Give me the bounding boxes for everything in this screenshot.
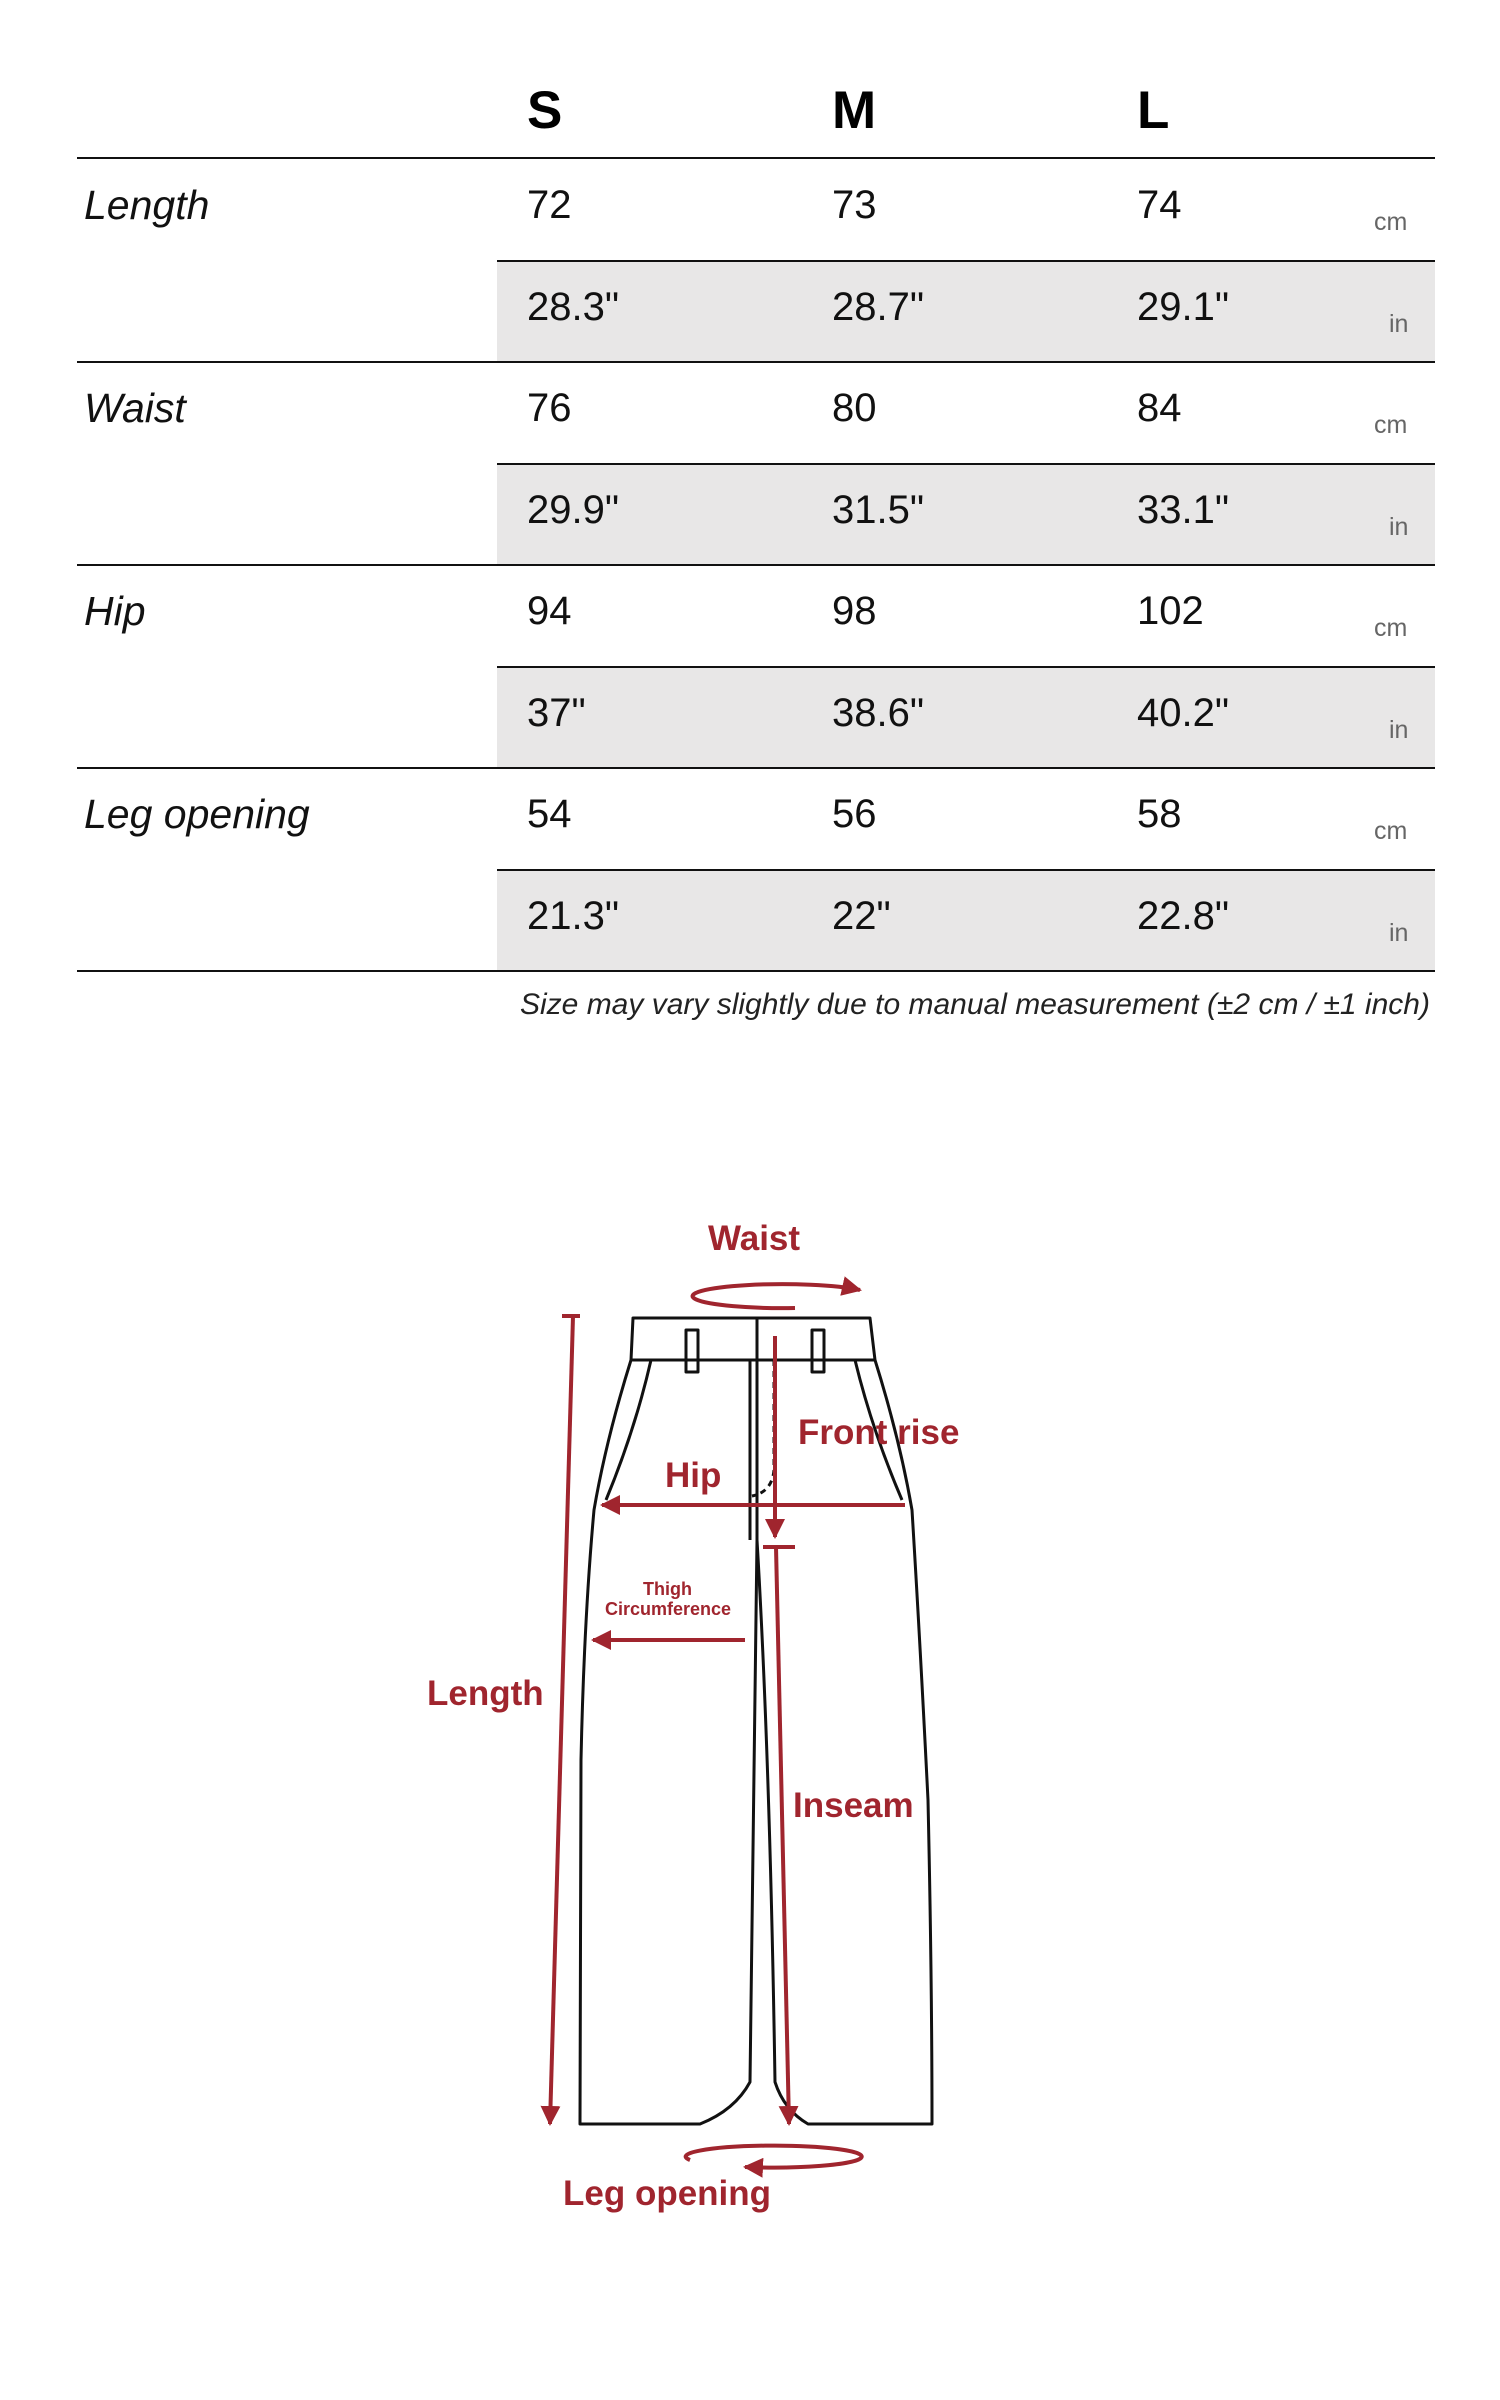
diagram-label-thigh-1: Thigh (643, 1579, 692, 1599)
value-in: 37" (527, 691, 586, 735)
value-cm: 98 (832, 589, 877, 633)
value-in: 29.9" (527, 488, 620, 532)
diagram-label-thigh-2: Circumference (605, 1599, 732, 1619)
size-header-m: M (832, 81, 877, 140)
row-label-waist: Waist (84, 385, 186, 431)
size-header-s: S (527, 81, 563, 140)
value-cm: 54 (527, 792, 572, 836)
row-label-hip: Hip (84, 588, 146, 634)
value-in: 33.1" (1137, 488, 1230, 532)
value-in: 31.5" (832, 488, 925, 532)
value-in: 38.6" (832, 691, 925, 735)
row-label-leg-opening: Leg opening (84, 791, 310, 837)
row-label-length: Length (84, 182, 210, 228)
value-cm: 102 (1137, 589, 1204, 633)
unit-in: in (1389, 310, 1409, 338)
diagram-label-length: Length (427, 1674, 544, 1713)
unit-in: in (1389, 919, 1409, 947)
value-cm: 72 (527, 183, 572, 227)
diagram-label-hip: Hip (665, 1456, 722, 1495)
value-in: 28.3" (527, 285, 620, 329)
unit-cm: cm (1374, 614, 1408, 642)
unit-cm: cm (1374, 817, 1408, 845)
value-cm: 56 (832, 792, 877, 836)
value-in: 28.7" (832, 285, 925, 329)
diagram-label-inseam: Inseam (793, 1786, 914, 1825)
value-in: 22" (832, 894, 891, 938)
measurement-note: Size may vary slightly due to manual measurement (±2 cm / ±1 inch) (520, 988, 1430, 1021)
value-cm: 94 (527, 589, 572, 633)
diagram-label-leg-opening: Leg opening (563, 2174, 772, 2213)
diagram-label-waist: Waist (708, 1219, 801, 1258)
value-cm: 80 (832, 386, 877, 430)
value-in: 22.8" (1137, 894, 1230, 938)
unit-in: in (1389, 513, 1409, 541)
unit-in: in (1389, 716, 1409, 744)
unit-cm: cm (1374, 411, 1408, 439)
value-cm: 84 (1137, 386, 1182, 430)
value-in: 40.2" (1137, 691, 1230, 735)
value-cm: 73 (832, 183, 877, 227)
size-header-l: L (1137, 81, 1170, 140)
unit-cm: cm (1374, 208, 1408, 236)
value-in: 21.3" (527, 894, 620, 938)
value-in: 29.1" (1137, 285, 1230, 329)
value-cm: 74 (1137, 183, 1182, 227)
value-cm: 58 (1137, 792, 1182, 836)
value-cm: 76 (527, 386, 572, 430)
diagram-label-front-rise: Front rise (798, 1413, 960, 1452)
